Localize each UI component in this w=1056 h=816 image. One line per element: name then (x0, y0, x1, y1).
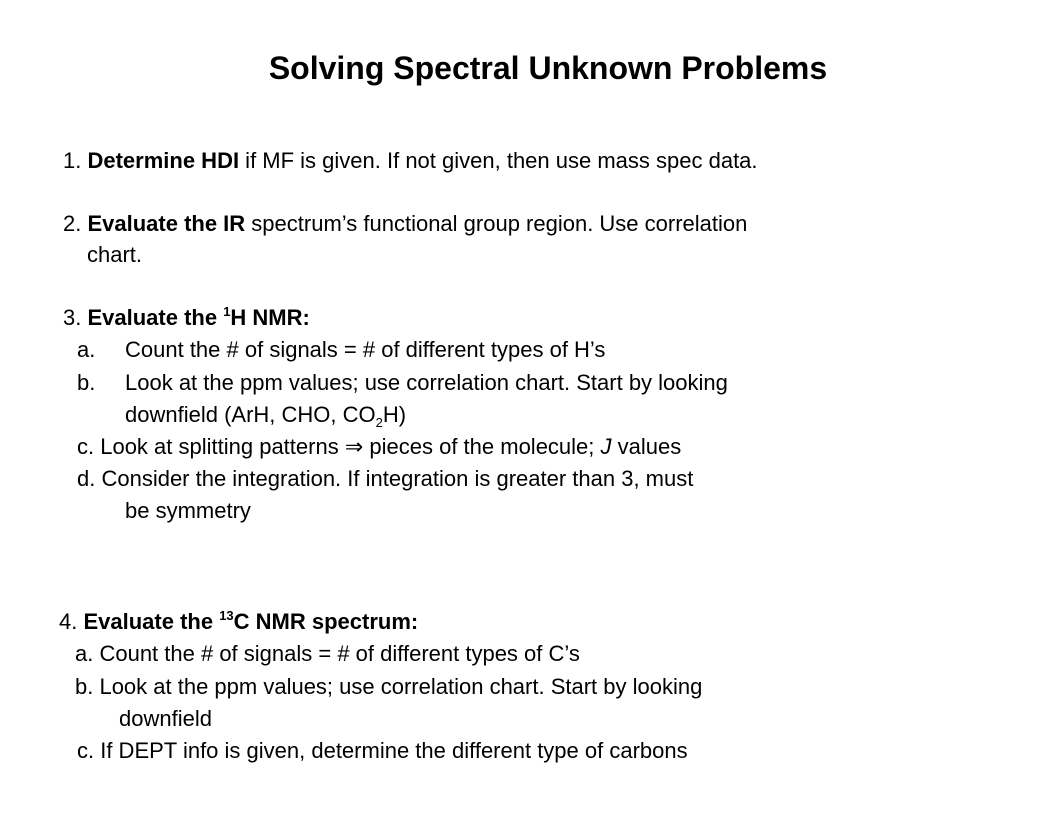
step-3-item-c-post: values (611, 434, 682, 459)
step-4-number: 4. (59, 609, 84, 634)
step-3 (63, 304, 310, 332)
step-3-item-a-text: Count the # of signals = # of different types of H’s (125, 337, 606, 362)
step-3-superscript: 1 (223, 304, 231, 319)
step-2-continuation: chart. (87, 242, 143, 267)
step-3-item-b-cont-post: H) (382, 402, 407, 427)
step-3-item-d: d. Consider the integration. If integration is greater than 3, must (77, 466, 694, 491)
implies-arrow-icon: ⇒ (344, 434, 364, 459)
step-3-item-c (77, 433, 681, 461)
step-4-superscript: 13 (219, 608, 234, 623)
step-3-heading-post: H NMR: (230, 305, 310, 330)
step-3-item-b-subscript: 2 (375, 415, 383, 430)
step-1-number: 1. (63, 148, 88, 173)
step-4-item-a: a. Count the # of signals = # of different types of C’s (75, 641, 580, 666)
step-2 (63, 210, 747, 238)
step-3-heading-pre: Evaluate the (87, 305, 224, 330)
step-1-heading: Determine HDI (87, 148, 240, 173)
step-3-item-b-continuation (125, 401, 406, 429)
step-3-item-b-text: Look at the ppm values; use correlation chart. Start by looking (125, 370, 728, 395)
step-3-item-a (77, 336, 605, 364)
step-3-item-c-pre: c. Look at splitting patterns (77, 434, 345, 459)
step-3-item-b-cont-pre: downfield (ArH, CHO, CO (125, 402, 376, 427)
step-2-number: 2. (63, 211, 88, 236)
page-title: Solving Spectral Unknown Problems (268, 50, 828, 86)
step-3-number: 3. (63, 305, 88, 330)
step-4-item-b: b. Look at the ppm values; use correlation chart. Start by looking (75, 674, 703, 699)
step-1 (63, 147, 758, 175)
step-4 (59, 608, 418, 636)
step-3-item-c-italic: J (600, 434, 612, 459)
step-3-item-a-marker: a. (77, 337, 96, 362)
step-4-heading-post: C NMR spectrum: (233, 609, 419, 634)
step-2-heading: Evaluate the IR (87, 211, 246, 236)
step-3-item-d-continuation: be symmetry (125, 498, 251, 523)
step-1-text: if MF is given. If not given, then use mass spec data. (239, 148, 758, 173)
step-4-item-c: c. If DEPT info is given, determine the different type of carbons (77, 738, 688, 763)
step-3-item-b-marker: b. (77, 370, 96, 395)
step-3-item-b (77, 369, 728, 397)
step-4-heading-pre: Evaluate the (83, 609, 220, 634)
step-2-text: spectrum’s functional group region. Use correlation (245, 211, 748, 236)
step-3-item-c-mid: pieces of the molecule; (363, 434, 601, 459)
step-4-item-b-continuation: downfield (119, 706, 212, 731)
